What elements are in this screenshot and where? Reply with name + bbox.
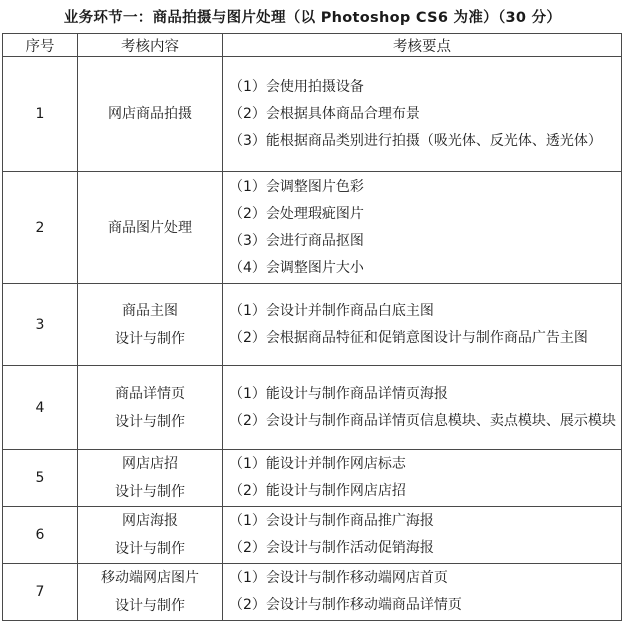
row-points: [223, 450, 622, 507]
content-line: 设计与制作: [115, 541, 185, 557]
row-points: [223, 564, 622, 621]
row-content: [78, 57, 223, 172]
content-line: 商品详情页: [115, 385, 185, 402]
content-line: 商品图片处理: [108, 219, 192, 236]
row-number: 4: [3, 366, 78, 450]
table-row: [3, 172, 622, 284]
row-content: [78, 507, 223, 564]
row-points: [223, 284, 622, 366]
table-row: [3, 450, 622, 507]
point-item: （2）会根据具体商品合理布景: [229, 105, 420, 122]
table-row: [3, 57, 622, 172]
row-content: [78, 564, 223, 621]
point-item: （2）会设计与制作商品详情页信息模块、卖点模块、展示模块: [229, 412, 616, 429]
point-item: （1）会设计与制作商品推广海报: [229, 513, 434, 529]
point-item: （1）会调整图片色彩: [229, 178, 364, 195]
header-num: 序号: [3, 34, 78, 57]
content-line: 网店店招: [122, 456, 178, 472]
point-item: （2）能设计与制作网店店招: [229, 483, 406, 499]
row-points: [223, 507, 622, 564]
point-item: （1）会使用拍摄设备: [229, 78, 364, 95]
row-points: [223, 172, 622, 284]
content-line: 设计与制作: [115, 484, 185, 500]
point-item: （1）会设计与制作移动端网店首页: [229, 570, 448, 586]
row-number: 1: [3, 57, 78, 172]
point-item: （2）会根据商品特征和促销意图设计与制作商品广告主图: [229, 329, 588, 346]
content-line: 商品主图: [122, 302, 178, 319]
point-item: （1）能设计并制作网店标志: [229, 456, 406, 472]
row-content: [78, 450, 223, 507]
point-item: （2）会设计与制作活动促销海报: [229, 540, 434, 556]
row-content: [78, 284, 223, 366]
table-row: [3, 507, 622, 564]
table-row: [3, 284, 622, 366]
row-content: [78, 172, 223, 284]
content-line: 网店海报: [122, 513, 178, 529]
point-item: （3）能根据商品类别进行拍摄（吸光体、反光体、透光体）: [229, 132, 602, 149]
point-item: （2）会设计与制作移动端商品详情页: [229, 597, 462, 613]
content-line: 移动端网店图片: [101, 570, 199, 586]
point-item: （3）会进行商品抠图: [229, 232, 364, 249]
content-line: 网店商品拍摄: [108, 106, 192, 122]
row-number: 2: [3, 172, 78, 284]
table-header-row: [3, 34, 622, 57]
header-points: 考核要点: [223, 34, 622, 57]
point-item: （4）会调整图片大小: [229, 259, 364, 276]
header-content: 考核内容: [78, 34, 223, 57]
point-item: （2）会处理瑕疵图片: [229, 205, 364, 222]
row-points: [223, 57, 622, 172]
content-line: 设计与制作: [115, 330, 185, 347]
content-line: 设计与制作: [115, 598, 185, 614]
table-row: [3, 564, 622, 621]
point-item: （1）会设计并制作商品白底主图: [229, 302, 434, 319]
point-item: （1）能设计与制作商品详情页海报: [229, 385, 448, 402]
row-number: 6: [3, 507, 78, 564]
content-line: 设计与制作: [115, 413, 185, 430]
row-points: [223, 366, 622, 450]
assessment-table: [2, 33, 622, 621]
table-row: [3, 366, 622, 450]
page-title: 业务环节一：商品拍摄与图片处理（以 Photoshop CS6 为准）（30 分）: [63, 10, 562, 26]
row-number: 3: [3, 284, 78, 366]
row-content: [78, 366, 223, 450]
row-number: 7: [3, 564, 78, 621]
row-number: 5: [3, 450, 78, 507]
